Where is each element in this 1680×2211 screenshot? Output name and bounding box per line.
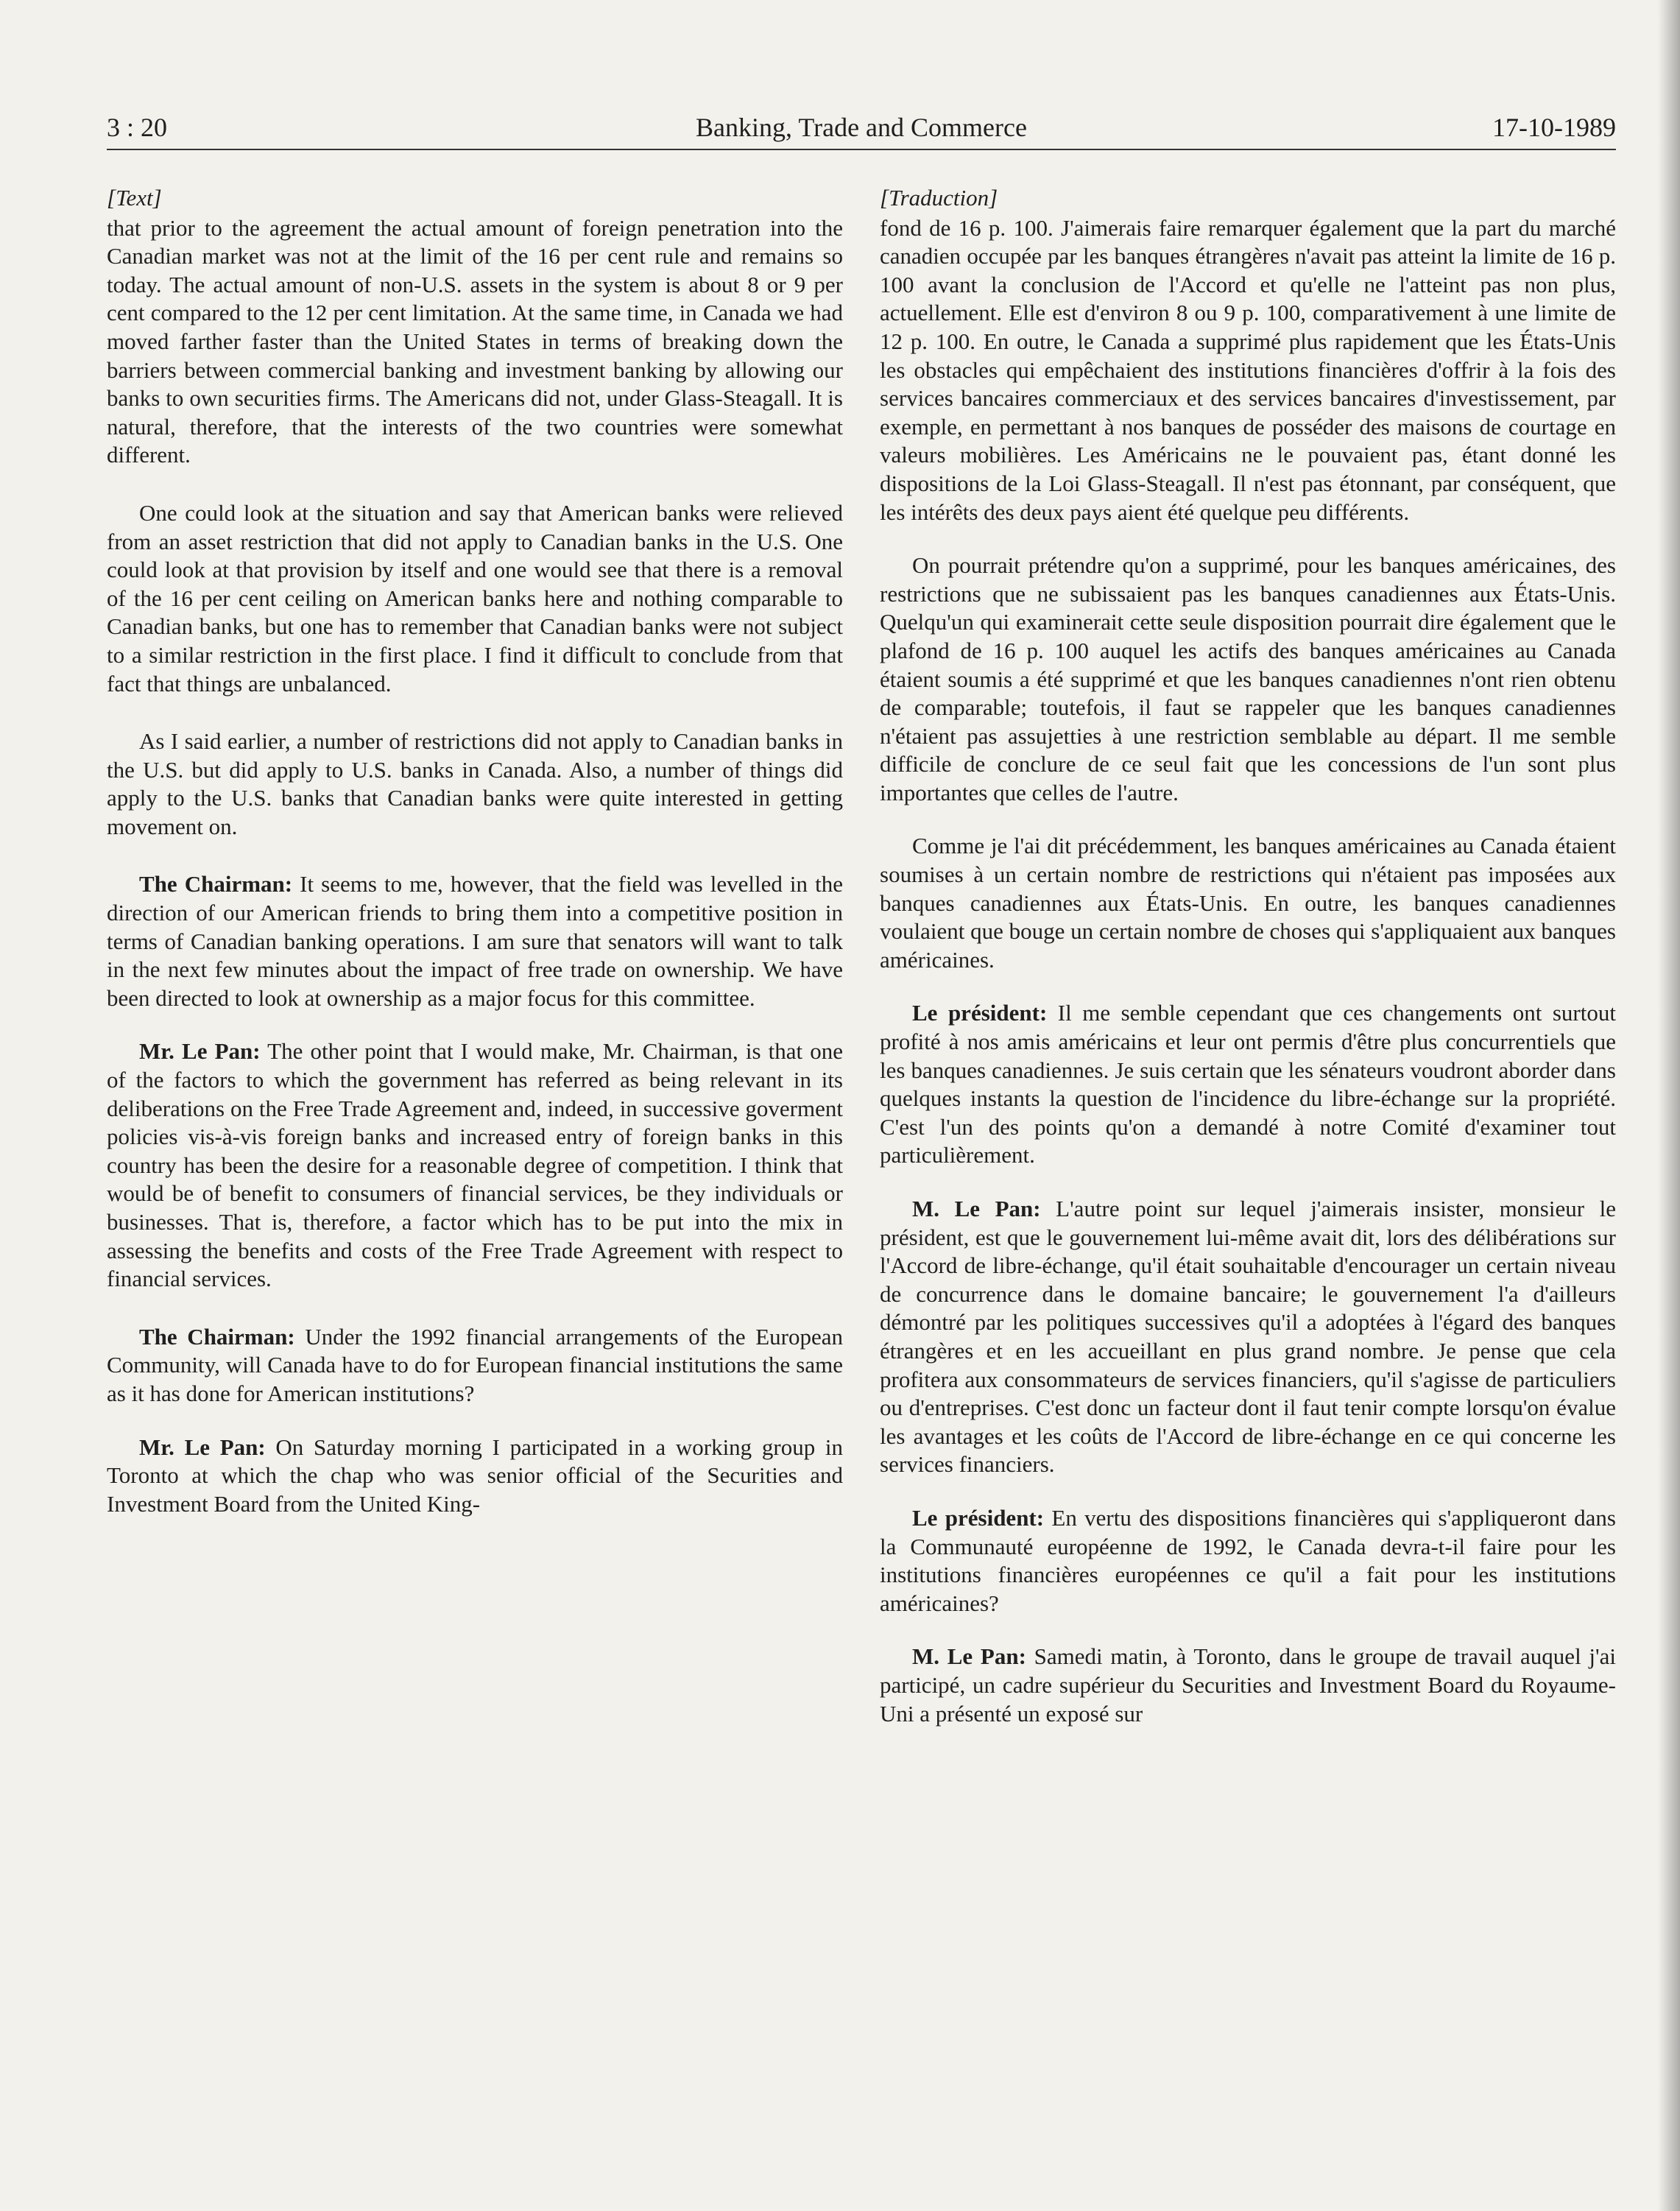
paragraph: As I said earlier, a number of restrictions did not apply to Canadian banks in the U.S. but did apply to U.S. banks in Canada. Also, a number of things did apply to the U.S. banks that Canadian banks were quite interested in getting movement on. [107, 728, 843, 839]
speech-text: Il me semble cependant que ces changements ont surtout profité à nos amis américains et leur ont permis d'être plus concurrentiels que les banques canadiennes. Je suis certain que les sénateurs voudront aborder dans quelques instants la question de l'incidence du libre-échange sur la propriété. C'est l'un des points qu'on a demandé à notre Comité d'examiner tout particulièrement. [880, 1000, 1616, 1168]
speech-text: En vertu des dispositions financières qui s'appliqueront dans la Communauté européenne de 1992, le Canada devra-t-il faire pour les institutions financières européennes ce qu'il a fait pour les institutions américaines? [880, 1504, 1616, 1616]
speaker-paragraph [107, 870, 843, 1012]
speech-text: On Saturday morning I participated in a working group in Toronto at which the chap who was senior official of the Securities and Investment Board from the United King- [107, 1434, 843, 1517]
speaker-name: M. Le Pan: [912, 1196, 1041, 1221]
page-edge-shadow [1658, 0, 1680, 2211]
speaker-name: Mr. Le Pan: [139, 1434, 266, 1460]
speaker-paragraph [107, 1434, 843, 1519]
page-number: 3 : 20 [107, 113, 168, 142]
speaker-name: Le président: [912, 1000, 1048, 1026]
speech-text: L'autre point sur lequel j'aimerais insister, monsieur le président, est que le gouvernement lui-même avait dit, lors des délibérations sur l'Accord de libre-échange, qu'il était souhaitable d'encourager un certain niveau de concurrence dans le domaine bancaire; le gouvernement l'a d'ailleurs démontré par les politiques successives qu'il a adoptées à l'égard des banques étrangères et en les accueillant en plus grand nombre. Je pense que cela profitera aux consommateurs de services financiers, qu'il s'agisse de particuliers ou d'entreprises. C'est donc un facteur dont il faut tenir compte lorsqu'on évalue les avantages et les coûts de l'Accord de libre-échange en ce qui concerne les services financiers. [880, 1196, 1616, 1478]
speaker-name: Le président: [912, 1504, 1045, 1531]
committee-title: Banking, Trade and Commerce [696, 113, 1027, 142]
language-tag: [Traduction] [880, 185, 998, 211]
english-column [107, 184, 843, 1543]
speaker-paragraph [880, 1195, 1616, 1479]
paragraph: On pourrait prétendre qu'on a supprimé, pour les banques américaines, des restrictions que ne subissaient pas les banques canadiennes aux États-Unis. Quelqu'un qui examinerait cette seule disposition pourrait dire également que le plafond de 16 p. 100 auquel les actifs des banques américaines au Canada étaient soumis a été supprimé et que les banques canadiennes n'ont rien obtenu de comparable; toutefois, il faut se rappeler que les banques canadiennes n'étaient pas assujetties à une restriction semblable au départ. Il me semble difficile de conclure de ce seul fait que les concessions de l'un sont plus importantes que celles de l'autre. [880, 552, 1616, 805]
french-column [880, 184, 1616, 1753]
speech-text: Samedi matin, à Toronto, dans le groupe de travail auquel j'ai participé, un cadre supérieur du Securities and Investment Board du Royaume-Uni a présenté un exposé sur [880, 1643, 1616, 1727]
speech-text: The other point that I would make, Mr. Chairman, is that one of the factors to which the government has referred as being relevant in its deliberations on the Free Trade Agreement and, indeed, in successive goverment policies vis-à-vis foreign banks and increased entry of foreign banks in this country has been the desire for a reasonable degree of competition. I think that would be of benefit to consumers of financial services, be they individuals or businesses. That is, therefore, a factor which has to be put into the mix in assessing the benefits and costs of the Free Trade Agreement with respect to financial services. [107, 1038, 844, 1292]
speaker-name: The Chairman: [139, 871, 293, 898]
speaker-paragraph [880, 1643, 1616, 1728]
speaker-paragraph [880, 999, 1616, 1170]
sitting-date: 17-10-1989 [1492, 113, 1616, 142]
paragraph: Comme je l'ai dit précédemment, les banques américaines au Canada étaient soumises à un certain nombre de restrictions qui n'étaient pas imposées aux banques canadiennes aux États-Unis. En outre, les banques canadiennes voulaient que bouge un certain nombre de choses qui s'appliquaient aux banques américaines. [880, 833, 1616, 973]
paragraph: One could look at the situation and say that American banks were relieved from an asset restriction that did not apply to Canadian banks in the U.S. One could look at that provision by itself and one would see that there is a removal of the 16 per cent ceiling on American banks here and nothing comparable to Canadian banks, but one has to remember that Canadian banks were not subject to a similar restriction in the first place. I find it difficult to conclude from that fact that things are unbalanced. [107, 499, 843, 697]
speaker-paragraph [880, 1504, 1616, 1618]
language-tag: [Text] [107, 185, 162, 211]
speech-text: Under the 1992 financial arrangements of the European Community, will Canada have to do for European financial institutions the same as it has done for American institutions? [107, 1323, 843, 1406]
speaker-paragraph [107, 1323, 843, 1408]
speech-text: It seems to me, however, that the field was levelled in the direction of our American friends to bring them into a competitive position in terms of Canadian banking operations. I am sure that senators will want to talk in the next few minutes about the impact of free trade on ownership. We have been directed to look at ownership as a major focus for this committee. [107, 871, 843, 1011]
speaker-name: M. Le Pan: [912, 1643, 1026, 1670]
paragraph: that prior to the agreement the actual amount of foreign penetration into the Canadian market was not at the limit of the 16 per cent rule and remains so today. The actual amount of non-U.S. assets in the system is about 8 or 9 per cent compared to the 12 per cent limitation. At the same time, in Canada we had moved farther faster than the United States in terms of breaking down the barriers between commercial banking and investment banking by allowing our banks to own securities firms. The Americans did not, under Glass-Steagall. It is natural, therefore, that the interests of the two countries were somewhat different. [107, 214, 843, 468]
speaker-name: The Chairman: [139, 1323, 295, 1350]
speaker-name: Mr. Le Pan: [139, 1038, 261, 1065]
paragraph: fond de 16 p. 100. J'aimerais faire remarquer également que la part du marché canadien occupée par les banques étrangères n'avait pas atteint la limite de 16 p. 100 avant la conclusion de l'Accord et qu'elle ne l'atteint pas non plus, actuellement. Elle est d'environ 8 ou 9 p. 100, comparativement à une limite de 12 p. 100. En outre, le Canada a supprimé plus rapidement que les États-Unis les obstacles qui empêchaient des institutions financières d'offrir à la fois des services bancaires commerciaux et des services bancaires d'investissement, par exemple, en permettant à nos banques de posséder des maisons de courtage en valeurs mobilières. Les Américains ne le pouvaient pas, étant donné les dispositions de la Loi Glass-Steagall. Il n'est pas étonnant, par conséquent, que les intérêts des deux pays aient été quelque peu différents. [880, 214, 1616, 525]
speaker-paragraph [107, 1037, 843, 1293]
page-header [107, 112, 1616, 150]
